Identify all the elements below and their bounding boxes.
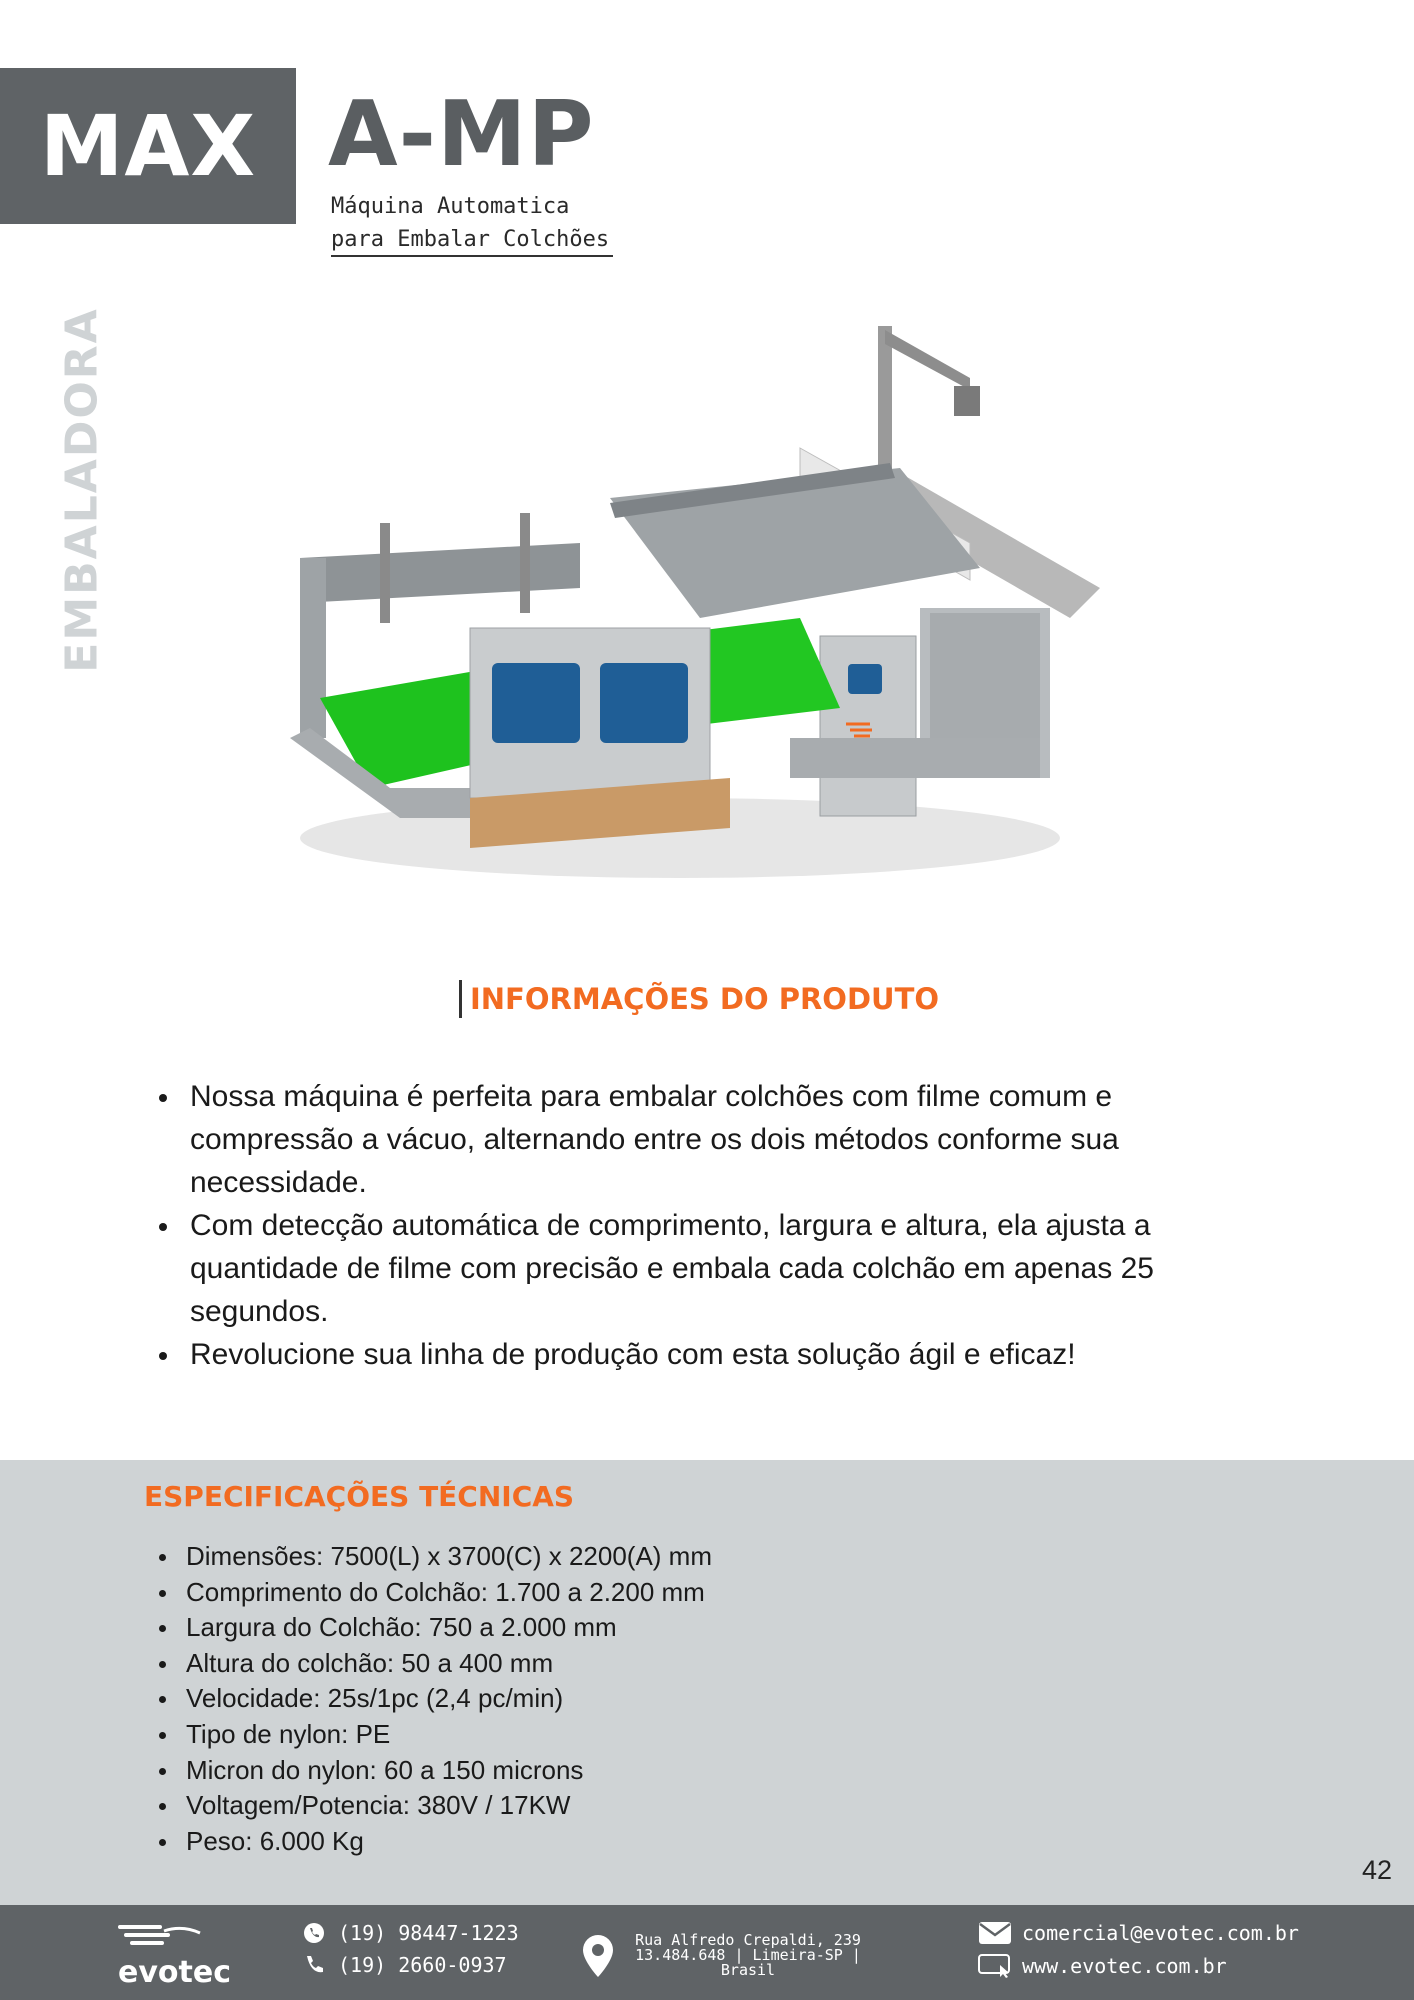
left-frame-post-2 bbox=[380, 523, 390, 623]
address-line-3: Brasil bbox=[720, 1961, 776, 1979]
address-line-2: 13.484.648 | Limeira-SP | bbox=[635, 1946, 861, 1964]
front-window-right bbox=[600, 663, 688, 743]
control-tower bbox=[820, 636, 916, 816]
spec-item: Largura do Colchão: 750 a 2.000 mm bbox=[150, 1610, 712, 1646]
category-label: EMBALADORA bbox=[56, 307, 108, 673]
website-url: www.evotec.com.br bbox=[1022, 1954, 1227, 1978]
info-list bbox=[150, 1075, 1190, 1376]
spec-item: Peso: 6.000 Kg bbox=[150, 1824, 712, 1860]
info-item: Nossa máquina é perfeita para embalar colchões com filme comum e compressão a vácuo, alternando entre os dois métodos conforme sua necessidade. bbox=[150, 1075, 1190, 1204]
subtitle-underline bbox=[331, 255, 613, 257]
spec-item: Voltagem/Potencia: 380V / 17KW bbox=[150, 1788, 712, 1824]
control-screen bbox=[848, 664, 882, 694]
bottom-right-base bbox=[790, 738, 1040, 778]
left-frame bbox=[300, 543, 580, 603]
whatsapp-icon bbox=[302, 1921, 326, 1945]
spec-item: Tipo de nylon: PE bbox=[150, 1717, 712, 1753]
phone-number: (19) 2660-0937 bbox=[338, 1953, 507, 1977]
mast-head bbox=[954, 386, 980, 416]
phone-contact[interactable] bbox=[302, 1953, 507, 1977]
machine-illustration bbox=[280, 318, 1120, 918]
phone-icon bbox=[302, 1953, 326, 1977]
spec-item: Velocidade: 25s/1pc (2,4 pc/min) bbox=[150, 1681, 712, 1717]
brand-box bbox=[0, 68, 296, 224]
info-item: Com detecção automática de comprimento, largura e altura, ela ajusta a quantidade de filme com precisão e embala cada colchão em apenas 25 segundos. bbox=[150, 1204, 1190, 1333]
info-section-title bbox=[459, 980, 939, 1018]
model-title: A-MP bbox=[328, 82, 595, 187]
info-item: Revolucione sua linha de produção com esta solução ágil e eficaz! bbox=[150, 1333, 1190, 1376]
web-browser-icon bbox=[978, 1953, 1012, 1979]
spec-item: Comprimento do Colchão: 1.700 a 2.200 mm bbox=[150, 1575, 712, 1611]
title-bar bbox=[459, 980, 462, 1018]
address-line-1: Rua Alfredo Crepaldi, 239 bbox=[635, 1931, 861, 1949]
brand-text: MAX bbox=[39, 97, 257, 195]
info-title-text: INFORMAÇÕES DO PRODUTO bbox=[470, 982, 939, 1016]
footer-logo-text: evotec bbox=[118, 1955, 231, 1990]
evotec-logo-icon bbox=[112, 1917, 212, 1953]
subtitle-line-1: Máquina Automatica bbox=[331, 194, 570, 219]
specs-title: ESPECIFICAÇÕES TÉCNICAS bbox=[144, 1480, 575, 1513]
mast-arm bbox=[885, 330, 970, 390]
address-text bbox=[628, 1933, 868, 1978]
mast bbox=[878, 326, 892, 476]
whatsapp-contact[interactable] bbox=[302, 1921, 519, 1945]
left-frame-post-3 bbox=[520, 513, 530, 613]
footer bbox=[0, 1905, 1414, 2000]
model-subtitle bbox=[331, 190, 609, 256]
subtitle-line-2: para Embalar Colchões bbox=[331, 227, 610, 252]
spec-item: Micron do nylon: 60 a 150 microns bbox=[150, 1753, 712, 1789]
mail-icon bbox=[978, 1921, 1012, 1945]
location-pin-icon bbox=[580, 1933, 616, 1979]
spec-item: Dimensões: 7500(L) x 3700(C) x 2200(A) mm bbox=[150, 1539, 712, 1575]
spec-item: Altura do colchão: 50 a 400 mm bbox=[150, 1646, 712, 1682]
front-window-left bbox=[492, 663, 580, 743]
left-frame-post bbox=[300, 558, 326, 738]
email-contact[interactable] bbox=[978, 1921, 1299, 1945]
footer-logo bbox=[112, 1917, 242, 1989]
page-number: 42 bbox=[1361, 1855, 1392, 1885]
whatsapp-number: (19) 98447-1223 bbox=[338, 1921, 519, 1945]
specs-list bbox=[150, 1539, 712, 1859]
email-address: comercial@evotec.com.br bbox=[1022, 1921, 1299, 1945]
website-contact[interactable] bbox=[978, 1953, 1227, 1979]
